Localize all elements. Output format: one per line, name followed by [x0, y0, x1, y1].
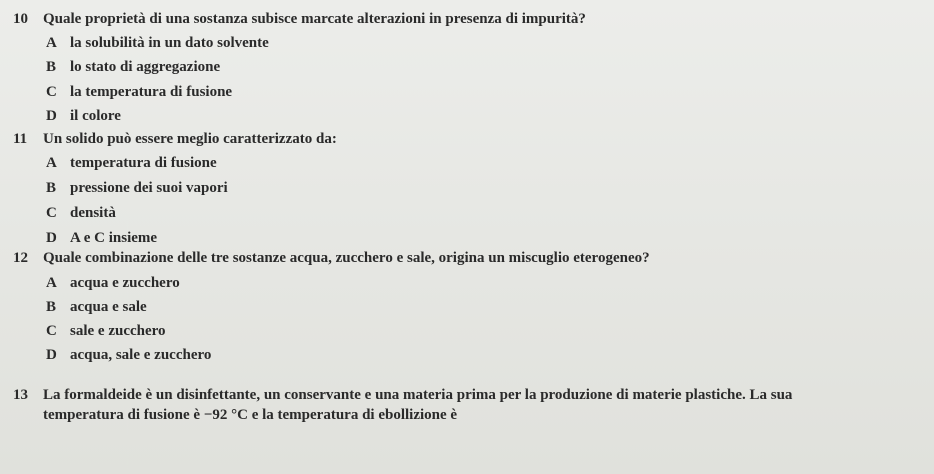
option-10-a [46, 34, 269, 52]
question-10 [13, 10, 586, 28]
option-11-d [46, 229, 157, 247]
option-letter: C [46, 84, 57, 100]
option-text: densità [70, 205, 116, 221]
option-letter: D [46, 108, 57, 124]
option-12-b [46, 298, 147, 316]
option-10-d [46, 107, 121, 125]
option-12-a [46, 274, 180, 292]
option-10-b [46, 58, 220, 76]
option-11-c [46, 204, 116, 222]
option-10-c [46, 83, 232, 101]
question-number: 11 [13, 131, 28, 147]
option-text: il colore [70, 108, 121, 124]
option-letter: C [46, 323, 57, 339]
option-letter: A [46, 35, 57, 51]
option-text: acqua, sale e zucchero [70, 347, 212, 363]
option-letter: B [46, 299, 57, 315]
option-letter: D [46, 347, 57, 363]
question-text: La formaldeide è un disinfettante, un conservante e una materia prima per la produzione di materie plastiche. La sua [43, 387, 793, 403]
option-text: pressione dei suoi vapori [70, 180, 228, 196]
option-text: lo stato di aggregazione [70, 59, 221, 75]
option-text: acqua e sale [70, 299, 147, 315]
option-11-b [46, 179, 228, 197]
question-13-continuation: temperatura di fusione è −92 °C e la temperatura di ebollizione è [43, 407, 458, 423]
question-13 [13, 386, 792, 404]
option-letter: B [46, 180, 57, 196]
option-letter: C [46, 205, 57, 221]
question-text: Quale proprietà di una sostanza subisce marcate alterazioni in presenza di impurità? [43, 11, 586, 27]
option-letter: B [46, 59, 57, 75]
option-text: temperatura di fusione [70, 155, 217, 171]
question-number: 10 [13, 11, 28, 27]
option-letter: A [46, 155, 57, 171]
question-number: 13 [13, 387, 28, 403]
option-text: acqua e zucchero [70, 275, 180, 291]
question-text: Quale combinazione delle tre sostanze acqua, zucchero e sale, origina un miscuglio eterogeneo? [43, 250, 650, 266]
question-number: 12 [13, 250, 28, 266]
option-text: la temperatura di fusione [70, 84, 233, 100]
option-letter: D [46, 230, 57, 246]
option-12-c [46, 322, 166, 340]
option-11-a [46, 154, 217, 172]
option-letter: A [46, 275, 57, 291]
option-text: sale e zucchero [70, 323, 166, 339]
option-text: la solubilità in un dato solvente [70, 35, 269, 51]
question-text: Un solido può essere meglio caratterizzato da: [43, 131, 337, 147]
option-text: A e C insieme [70, 230, 158, 246]
option-12-d [46, 346, 211, 364]
question-11 [13, 130, 337, 148]
question-12 [13, 249, 650, 267]
